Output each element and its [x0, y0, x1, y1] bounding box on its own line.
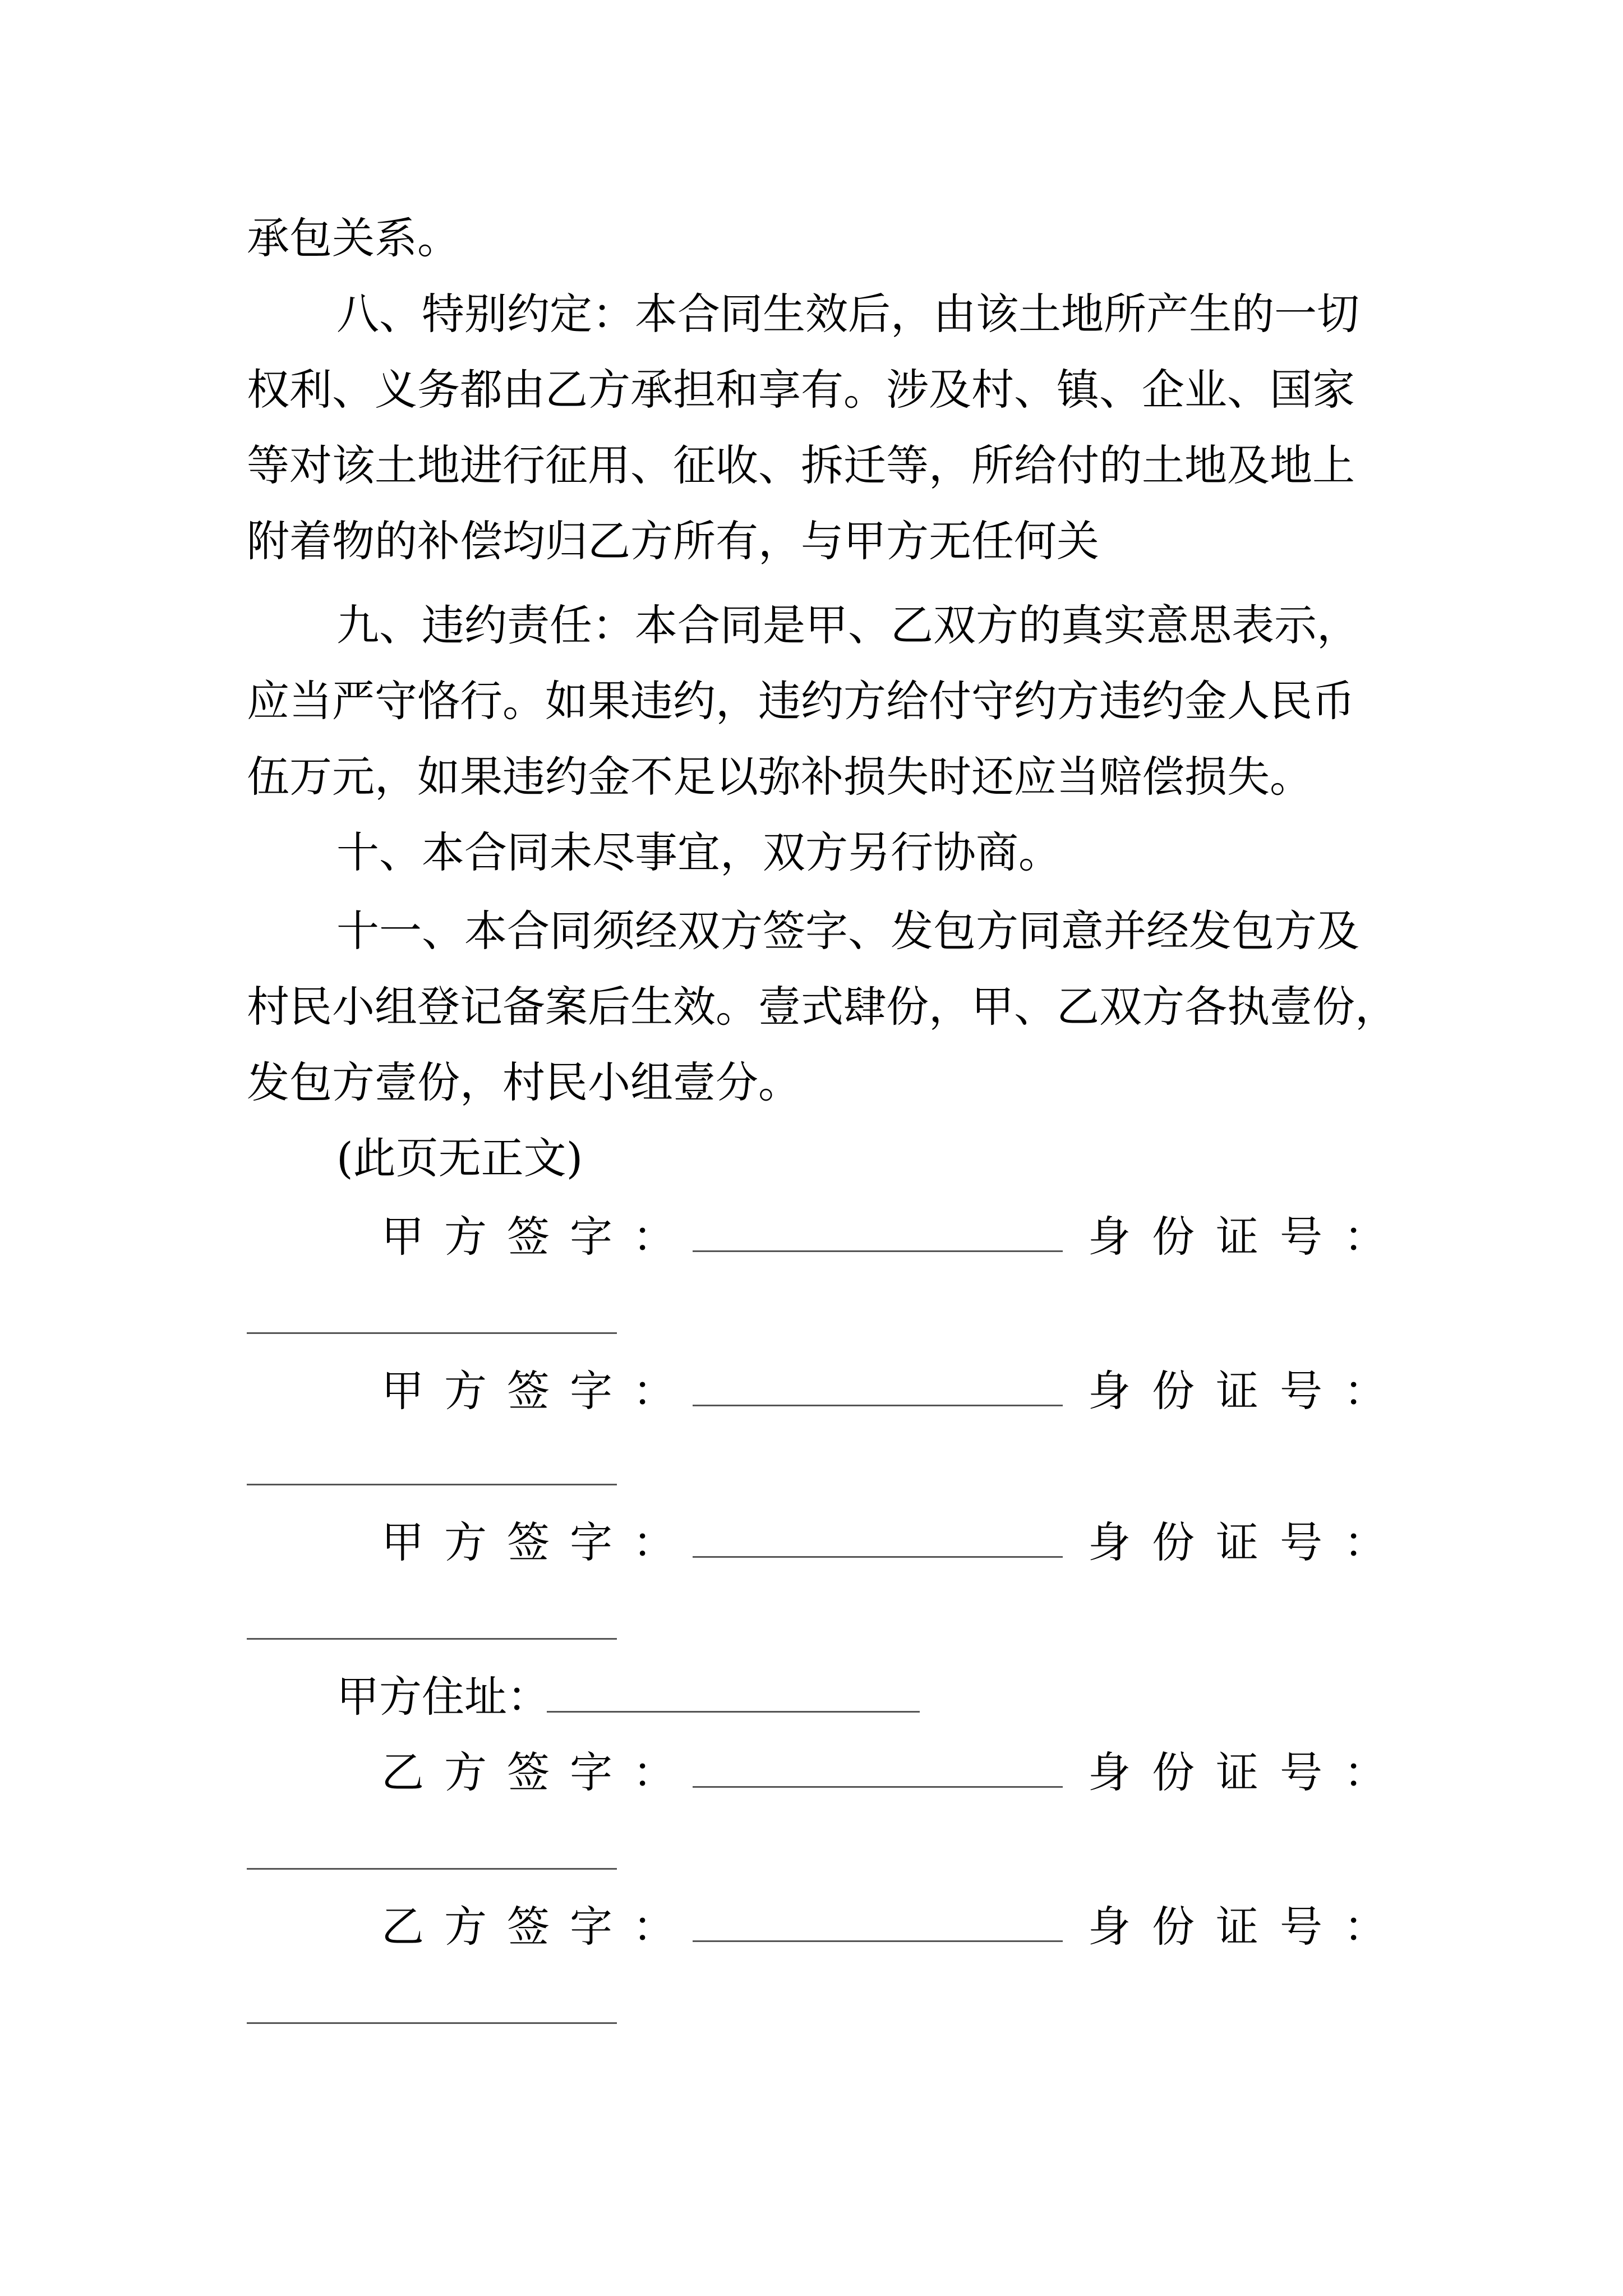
- party-a-signature-label: 甲方签字：: [381, 1212, 695, 1262]
- clause-8-line: 等对该土地进行征用、征收、拆迁等，所给付的土地及地上: [247, 440, 1355, 490]
- party-b-signature-field[interactable]: [693, 1940, 1063, 1942]
- clause-11-line: 发包方壹份，村民小组壹分。: [247, 1057, 801, 1107]
- id-number-label: 身份证号：: [1088, 1747, 1408, 1797]
- id-number-label: 身份证号：: [1088, 1212, 1408, 1262]
- party-b-signature-label: 乙方签字：: [381, 1902, 695, 1952]
- clause-8-line: 附着物的补偿均归乙方所有，与甲方无任何关: [247, 516, 1099, 566]
- id-number-field[interactable]: [247, 1868, 617, 1870]
- id-number-label: 身份证号：: [1088, 1366, 1408, 1416]
- id-number-field[interactable]: [247, 1484, 617, 1485]
- id-number-label: 身份证号：: [1088, 1902, 1408, 1952]
- id-number-field[interactable]: [247, 1332, 617, 1334]
- party-a-signature-label: 甲方签字：: [381, 1517, 695, 1567]
- clause-10-line: 十、本合同未尽事宜，双方另行协商。: [336, 827, 1061, 877]
- party-a-signature-field[interactable]: [693, 1250, 1063, 1252]
- party-a-address-label: 甲方住址：: [336, 1672, 550, 1722]
- no-text-note: (此页无正文): [336, 1133, 583, 1183]
- party-a-signature-field[interactable]: [693, 1556, 1063, 1558]
- party-a-signature-field[interactable]: [693, 1405, 1063, 1406]
- party-b-signature-field[interactable]: [693, 1786, 1063, 1788]
- clause-9-line: 伍万元，如果违约金不足以弥补损失时还应当赔偿损失。: [247, 752, 1312, 802]
- party-b-signature-label: 乙方签字：: [381, 1747, 695, 1797]
- id-number-label: 身份证号：: [1088, 1517, 1408, 1567]
- id-number-field[interactable]: [247, 2022, 617, 2024]
- party-a-signature-label: 甲方签字：: [381, 1366, 695, 1416]
- paragraph-line: 承包关系。: [247, 213, 460, 263]
- id-number-field[interactable]: [247, 1638, 617, 1640]
- clause-8-line: 权利、义务都由乙方承担和享有。涉及村、镇、企业、国家: [247, 365, 1355, 415]
- clause-11-line: 十一、本合同须经双方签字、发包方同意并经发包方及: [336, 906, 1359, 956]
- clause-9-line: 九、违约责任：本合同是甲、乙双方的真实意思表示，: [336, 600, 1359, 650]
- party-a-address-field[interactable]: [547, 1711, 920, 1713]
- clause-11-line: 村民小组登记备案后生效。壹式肆份，甲、乙双方各执壹份，: [247, 982, 1398, 1032]
- clause-9-line: 应当严守恪行。如果违约，违约方给付守约方违约金人民币: [247, 676, 1355, 726]
- clause-8-line: 八、特别约定：本合同生效后，由该土地所产生的一切: [336, 289, 1359, 339]
